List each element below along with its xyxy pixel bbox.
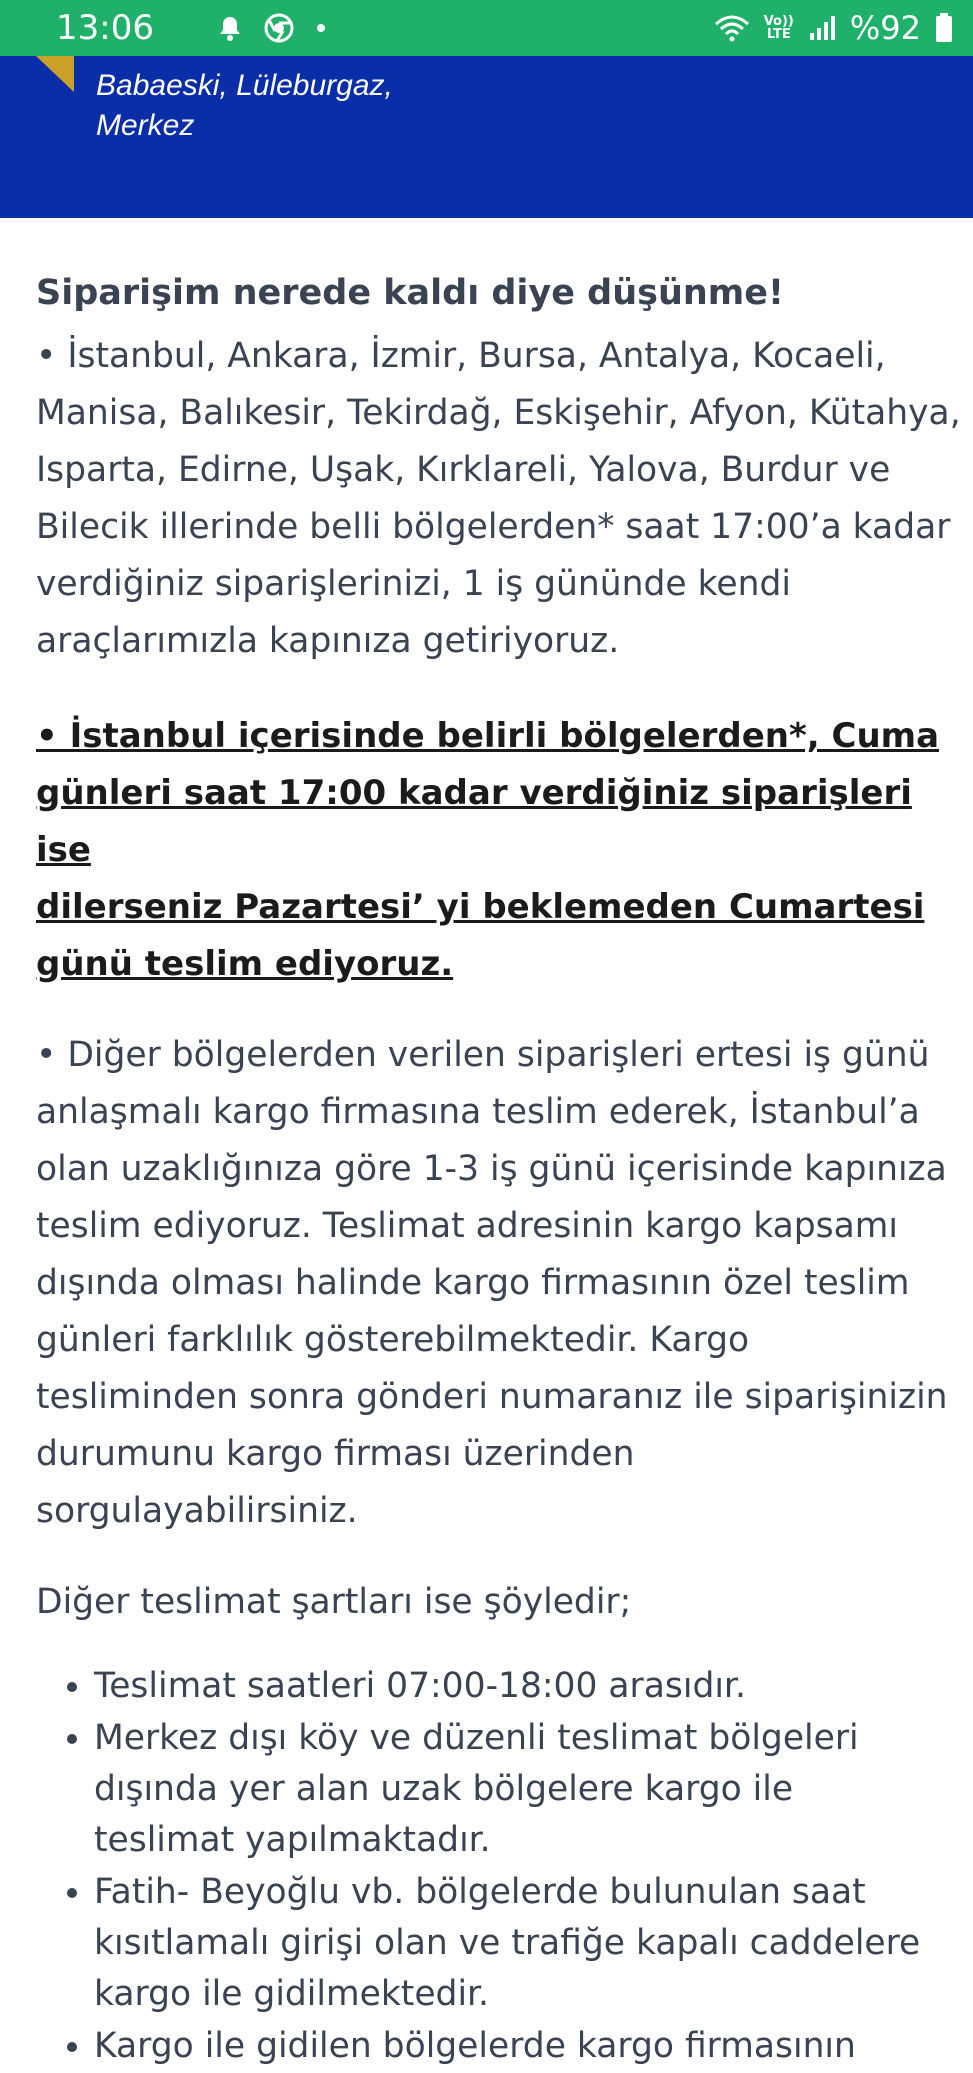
lte-bottom-label: LTE: [766, 27, 791, 42]
battery-icon: [935, 13, 953, 43]
banner-line-2: Merkez: [96, 109, 195, 142]
status-bar: [0, 0, 973, 56]
lte-top-label: Vo)): [763, 14, 794, 29]
delivery-info-content: [36, 248, 973, 2073]
list-item: • Kargo ile gidilen bölgelerde kargo firmasının: [94, 2021, 973, 2072]
banner-accent-triangle: [36, 56, 74, 92]
paragraph-other-regions: • Diğer bölgelerden verilen siparişleri ertesi iş günü anlaşmalı kargo firmasına teslim ederek, İstanbul’a olan uzaklığınıza göre 1-3 iş günü içerisinde kapınıza teslim ediyoruz. Teslimat adresinin kargo kapsamı dışında olması halinde kargo firmasının özel teslim günleri farklılık gösterebilmektedir. Kargo tesliminden sonra gönderi numaranız ile siparişinizin durumunu kargo firması üzerinden sorgulayabilirsiniz.: [36, 1035, 948, 1531]
dot-icon: [316, 23, 326, 33]
list-item: • Teslimat saatleri 07:00-18:00 arasıdır.: [94, 1661, 973, 1712]
signal-icon: [808, 15, 836, 41]
notification-icons: [218, 13, 326, 43]
status-time: 13:06: [56, 8, 154, 48]
page-heading: Siparişim nerede kaldı diye düşünme!: [36, 273, 784, 313]
banner-text: [96, 66, 393, 146]
battery-percent: %92: [849, 9, 921, 47]
volte-lte-icon: [764, 15, 794, 41]
list-item: • Merkez dışı köy ve düzenli teslimat bölgeleri dışında yer alan uzak bölgelere kargo ile teslimat yapılmaktadır.: [94, 1713, 973, 1866]
location-banner: [0, 56, 973, 218]
wifi-icon: [714, 14, 750, 42]
chrome-icon: [264, 13, 294, 43]
list-item: • Fatih- Beyoğlu vb. bölgelerde bulunulan saat kısıtlamalı girişi olan ve trafiğe kapalı caddelere kargo ile gidilmektedir.: [94, 1867, 973, 2020]
paragraph-saturday-delivery: • İstanbul içerisinde belirli bölgelerden*, Cuma günleri saat 17:00 kadar verdiğiniz siparişleri ise dilerseniz Pazartesi’ yi beklemeden Cumartesi günü teslim ediyoruz.: [36, 716, 940, 984]
system-icons: [714, 9, 953, 47]
banner-line-1: Babaeski, Lüleburgaz,: [96, 69, 393, 102]
conditions-list: [36, 1661, 973, 2072]
bell-icon: [218, 15, 242, 41]
paragraph-delivery-cities: • İstanbul, Ankara, İzmir, Bursa, Antalya, Kocaeli, Manisa, Balıkesir, Tekirdağ, Eskişehir, Afyon, Kütahya, Isparta, Edirne, Uşak, Kırklareli, Yalova, Burdur ve Bilecik illerinde belli bölgelerden* saat 17:00’a kadar verdiğiniz siparişlerinizi, 1 iş gününde kendi araçlarımızla kapınıza getiriyoruz.: [36, 336, 961, 661]
paragraph-other-conditions: Diğer teslimat şartları ise şöyledir;: [36, 1582, 632, 1622]
